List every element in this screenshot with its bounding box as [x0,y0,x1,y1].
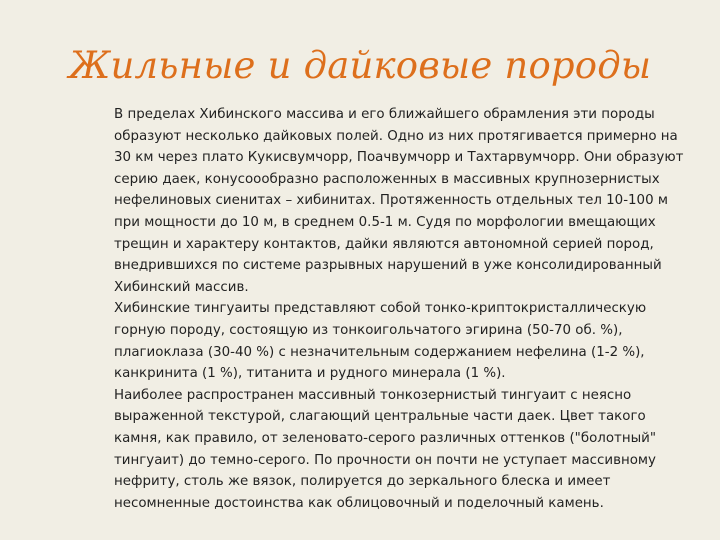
paragraph-dikes: В пределах Хибинского массива и его ближайшего обрамления эти породы образуют несколько дайковых полей. Одно из них протягивается примерно на 30 км через плато Кукисвумчорр, Поачвумчорр и Тахтарвумчорр. Они образуют серию даек, конусоообразно расположенных в массивных крупнозернистых нефелиновых сиенитах – хибинитах. Протяженность отдельных тел 10-100 м при мощности до 10 м, в среднем 0.5-1 м. Судя по морфологии вмещающих трещин и характеру контактов, дайки являются автономной серией пород, внедрившихся по системе разрывных нарушений в уже консолидированный Хибинский массив. [114,107,684,295]
paragraph-tinguaite-properties: Наиболее распространен массивный тонкозернистый тингуаит с неясно выраженной текстурой, слагающий центральные части даек. Цвет такого камня, как правило, от зеленовато-серого различных оттенков ("болотный" тингуаит) до темно-серого. По прочности он почти не уступает массивному нефриту, столь же вязок, полируется до зеркального блеска и имеет несомненные достоинства как облицовочный и поделочный камень. [114,387,657,511]
paragraph-tinguaite-composition: Хибинские тингуаиты представляют собой тонко-криптокристаллическую горную породу, состоящую из тонкоигольчатого эгирина (50-70 об. %), плагиоклаза (30-40 %) с незначительным содержанием нефелина (1-2 %), канкринита (1 %), титанита и рудного минерала (1 %). [114,301,647,382]
slide-title: Жильные и дайковые породы [68,44,652,87]
slide-body [114,104,692,514]
